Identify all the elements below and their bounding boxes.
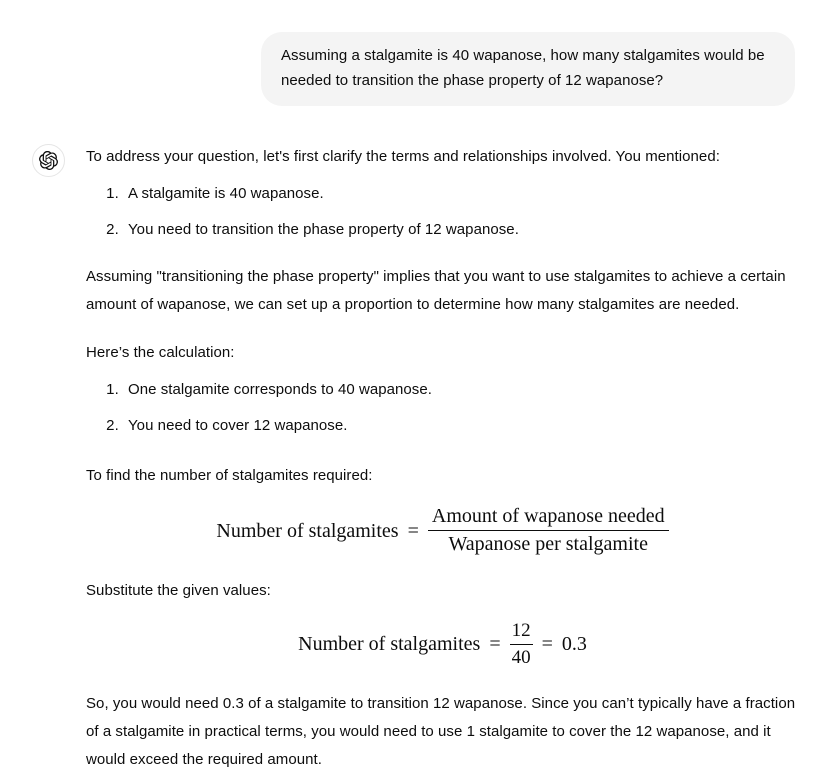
calculation-list [86, 376, 799, 440]
conclusion-paragraph: So, you would need 0.3 of a stalgamite to transition 12 wapanose. Since you can’t typically have a fraction of a stalgamite in practical terms, you would need to use 1 stalgamite to cover the 12 wapanose, and it would exceed the required amount. [86, 694, 796, 768]
list-item: 1. A stalgamite is 40 wapanose. [123, 180, 799, 208]
find-number-paragraph: To find the number of stalgamites required: [86, 467, 373, 484]
formula-general-denominator: Wapanose per stalgamite [448, 533, 648, 555]
user-message-text: Assuming a stalgamite is 40 wapanose, how many stalgamites would be needed to transition the phase property of 12 wapanose? [281, 47, 765, 89]
assistant-message-body [65, 143, 799, 774]
assistant-intro-paragraph: To address your question, let's first clarify the terms and relationships involved. You mentioned: [86, 148, 720, 165]
formula-substituted-numerator: 12 [511, 620, 531, 641]
user-message-bubble[interactable] [261, 32, 795, 106]
assistant-turn [0, 106, 839, 774]
list-item: 2. You need to cover 12 wapanose. [123, 412, 799, 440]
formula-substituted [86, 620, 799, 669]
formula-general [86, 505, 799, 556]
formula-substituted-equals: = [489, 633, 501, 656]
formula-substituted-denominator: 40 [511, 646, 531, 668]
premises-list [86, 180, 799, 244]
formula-substituted-lhs: Number of stalgamites [298, 633, 481, 656]
openai-logo-icon [39, 151, 58, 170]
formula-general-lhs: Number of stalgamites [216, 519, 399, 542]
formula-substituted-fraction [510, 620, 533, 669]
assumption-paragraph: Assuming "transitioning the phase property" implies that you want to use stalgamites to achieve a certain amount of wapanose, we can set up a proportion to determine how many stalgamites are needed. [86, 268, 786, 313]
user-turn [0, 0, 839, 106]
list-item: 1. One stalgamite corresponds to 40 wapanose. [123, 376, 799, 404]
formula-substituted-equals-2: = [541, 633, 553, 656]
assistant-avatar [32, 144, 65, 177]
calculation-heading: Here’s the calculation: [86, 344, 235, 361]
formula-substituted-result: 0.3 [561, 633, 587, 656]
list-item: 2. You need to transition the phase property of 12 wapanose. [123, 216, 799, 244]
formula-general-equals: = [407, 519, 419, 542]
formula-general-numerator: Amount of wapanose needed [431, 505, 665, 527]
formula-general-fraction [428, 505, 669, 556]
substitute-paragraph: Substitute the given values: [86, 582, 271, 599]
